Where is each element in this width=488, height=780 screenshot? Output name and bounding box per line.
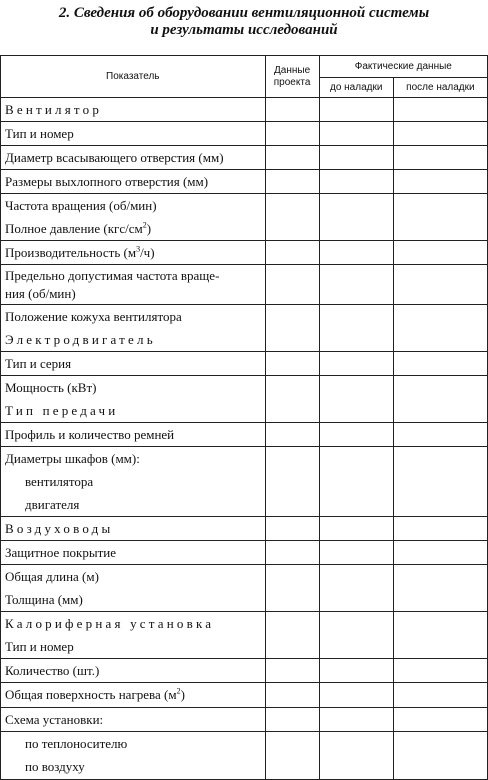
equipment-table	[0, 55, 488, 780]
row-motor-type: Тип и серия	[5, 356, 72, 371]
row-fan-casing: Положение кожуха вентилятора	[5, 309, 182, 324]
section-heater: Калориферная установка	[5, 616, 215, 631]
row-pulley-diameters: Диаметры шкафов (мм):	[5, 451, 140, 466]
row-scheme-air: по воздуху	[25, 759, 85, 774]
row-heater-surface: Общая поверхность нагрева $(м^2)$	[5, 686, 185, 702]
title-line-1: 2. Сведения об оборудовании вентиляционной системы	[58, 5, 430, 21]
row-belt-profile: Профиль и количество ремней	[5, 427, 175, 442]
row-fan-pressure: Полное давление $(кгс/см^2)$	[5, 220, 152, 236]
row-scheme: Схема установки:	[5, 712, 104, 727]
title-line-2: и результаты исследований	[150, 22, 338, 38]
row-fan-type: Тип и номер	[5, 126, 74, 141]
header-project: Данные проекта	[265, 56, 319, 98]
row-fan-outlet-size: Размеры выхлопного отверстия (мм)	[5, 174, 209, 189]
row-fan-rpm: Частота вращения (об/мин)	[5, 198, 157, 213]
row-scheme-heat: по теплоносителю	[25, 736, 128, 751]
row-pulley-fan: вентилятора	[25, 474, 94, 489]
section-drive: Тип передачи	[5, 403, 119, 418]
row-heater-count: Количество (шт.)	[5, 663, 100, 678]
row-motor-power: Мощность (кВт)	[5, 380, 97, 395]
header-before: до наладки	[319, 78, 393, 98]
row-pulley-motor: двигателя	[25, 497, 80, 512]
document-title	[0, 0, 488, 39]
row-heater-type: Тип и номер	[5, 639, 74, 654]
row-fan-max-rpm: Предельно допустимая частота враще- ния (об/мин)	[5, 268, 220, 301]
row-fan-inlet-diameter: Диаметр всасывающего отверстия (мм)	[5, 150, 224, 165]
section-fan: Вентилятор	[5, 102, 103, 117]
row-duct-length: Общая длина (м)	[5, 569, 99, 584]
header-indicator: Показатель	[1, 56, 266, 98]
section-motor: Электродвигатель	[5, 332, 156, 347]
row-fan-capacity: Производительность $(м^3/ч)$	[5, 244, 155, 260]
section-ducts: Воздуховоды	[5, 521, 114, 536]
header-actual: Фактические данные	[319, 56, 487, 78]
header-after: после наладки	[393, 78, 487, 98]
row-duct-coating: Защитное покрытие	[5, 545, 116, 560]
row-duct-thickness: Толщина (мм)	[5, 592, 83, 607]
